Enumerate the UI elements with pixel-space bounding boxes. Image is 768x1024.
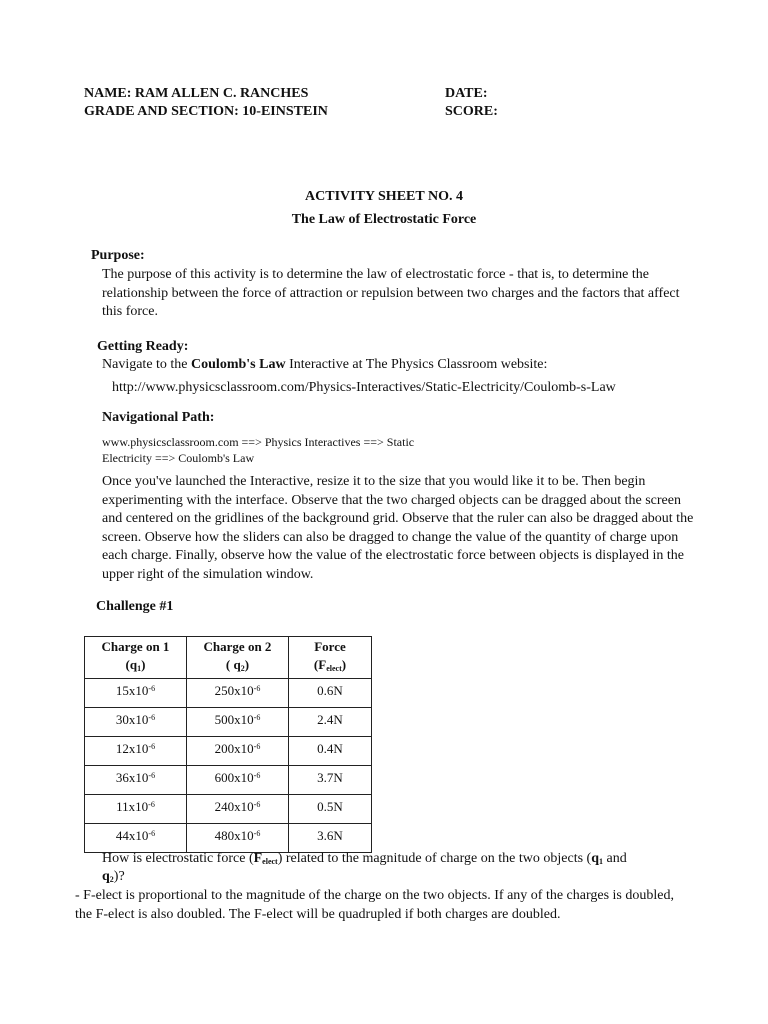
cell-value: 500x10 — [214, 712, 254, 727]
grade-section: GRADE AND SECTION: 10-EINSTEIN — [84, 104, 328, 119]
symbol-text: ) — [341, 657, 347, 672]
challenge-question — [102, 851, 627, 867]
purpose-heading: Purpose: — [91, 248, 145, 263]
symbol-subscript: 2 — [109, 875, 114, 884]
symbol-text: (q — [125, 657, 138, 672]
cell-exponent: -6 — [148, 800, 155, 809]
table-header-row — [85, 637, 372, 679]
cell-value: 30x10 — [115, 712, 149, 727]
cell-exponent: -6 — [253, 742, 261, 751]
cell-q2 — [187, 824, 289, 853]
column-header-symbol — [187, 656, 288, 674]
nav-path-heading: Navigational Path: — [102, 410, 215, 425]
cell-q1 — [85, 708, 187, 737]
cell-q1 — [85, 824, 187, 853]
column-header-line: Force — [314, 639, 346, 654]
cell-force: 3.7N — [289, 766, 372, 795]
cell-q2 — [187, 708, 289, 737]
cell-exponent: -6 — [148, 829, 156, 838]
activity-subtitle: The Law of Electrostatic Force — [291, 212, 477, 227]
cell-value: 44x10 — [115, 828, 149, 843]
question-symbol — [254, 851, 278, 866]
activity-title: ACTIVITY SHEET NO. 4 — [305, 189, 463, 204]
symbol-text: ) — [244, 657, 250, 672]
cell-value: 480x10 — [214, 828, 254, 843]
getting-ready-text-before: Navigate to the — [102, 357, 192, 372]
table-row — [85, 737, 372, 766]
cell-value: 15x10 — [115, 683, 149, 698]
symbol-subscript: elect — [326, 664, 342, 673]
cell-exponent: -6 — [253, 684, 261, 693]
score-label: SCORE: — [445, 104, 498, 119]
cell-force: 0.6N — [289, 679, 372, 708]
cell-value: 12x10 — [115, 741, 149, 756]
symbol-text: F — [253, 851, 263, 866]
cell-q1 — [85, 795, 187, 824]
symbol-subscript: 2 — [240, 664, 245, 673]
nav-path-line-1: www.physicsclassroom.com ==> Physics Interactives ==> Static — [102, 435, 415, 449]
cell-q1 — [85, 766, 187, 795]
column-header-force — [289, 637, 372, 679]
cell-exponent: -6 — [253, 800, 261, 809]
cell-q2 — [187, 795, 289, 824]
column-header-line: Charge on 1 — [101, 639, 170, 654]
cell-exponent: -6 — [148, 771, 156, 780]
table-row — [85, 795, 372, 824]
question-symbol — [591, 851, 603, 866]
column-header-charge-1 — [85, 637, 187, 679]
question-text: How is electrostatic force ( — [102, 851, 254, 866]
question-symbol — [102, 869, 114, 884]
question-text: )? — [113, 869, 125, 884]
column-header-line: Charge on 2 — [203, 639, 272, 654]
cell-exponent: -6 — [253, 771, 261, 780]
cell-value: 250x10 — [214, 683, 254, 698]
table-row — [85, 708, 372, 737]
symbol-text: q — [102, 869, 110, 884]
cell-exponent: -6 — [253, 829, 261, 838]
challenge-heading: Challenge #1 — [96, 599, 174, 614]
symbol-text: ) — [141, 657, 146, 672]
question-text: ) related to the magnitude of charge on the two objects ( — [277, 851, 592, 866]
instructions-text: Once you've launched the Interactive, resize it to the size that you would like it to be. Then begin experimenting with the interface. Observe that the two charged objects can be dragged about the screen and centered on the gridlines of the background grid. Observe that the ruler can also be dragged about the screen. Observe how the sliders can also be dragged to change the value of the quantity of charge upon each charge. Finally, observe how the value of the electrostatic force between objects is displayed in the upper right of the simulation window. — [102, 474, 694, 582]
cell-q1 — [85, 679, 187, 708]
date-label: DATE: — [445, 86, 488, 101]
nav-path-line-2: Electricity ==> Coulomb's Law — [102, 451, 255, 465]
cell-exponent: -6 — [148, 713, 156, 722]
getting-ready-heading: Getting Ready: — [97, 339, 189, 354]
cell-value: 36x10 — [115, 770, 149, 785]
table-row — [85, 824, 372, 853]
cell-value: 240x10 — [214, 799, 254, 814]
student-name: NAME: RAM ALLEN C. RANCHES — [84, 86, 309, 101]
symbol-subscript: elect — [262, 857, 278, 866]
symbol-text: ( q — [225, 657, 241, 672]
column-header-symbol — [85, 656, 186, 674]
getting-ready-text-after: Interactive at The Physics Classroom website: — [285, 357, 548, 372]
charge-force-table — [84, 636, 372, 853]
coulombs-law-emphasis: Coulomb's Law — [191, 357, 286, 372]
cell-q1 — [85, 737, 187, 766]
cell-exponent: -6 — [253, 713, 261, 722]
cell-force: 0.5N — [289, 795, 372, 824]
purpose-text: The purpose of this activity is to determine the law of electrostatic force - that is, to determine the relationship between the force of attraction or repulsion between two charges and the factors that affect this force. — [102, 267, 680, 319]
table-row — [85, 766, 372, 795]
symbol-text: q — [591, 851, 599, 866]
cell-exponent: -6 — [148, 742, 156, 751]
getting-ready-text — [102, 357, 547, 373]
column-header-charge-2 — [187, 637, 289, 679]
challenge-question-continued — [102, 869, 125, 885]
cell-q2 — [187, 679, 289, 708]
website-url: http://www.physicsclassroom.com/Physics-Interactives/Static-Electricity/Coulomb-s-Law — [112, 380, 616, 395]
column-header-symbol — [289, 656, 371, 674]
cell-q2 — [187, 737, 289, 766]
cell-value: 11x10 — [116, 799, 149, 814]
symbol-subscript: 1 — [598, 857, 603, 866]
table-row — [85, 679, 372, 708]
cell-force: 0.4N — [289, 737, 372, 766]
symbol-text: (F — [313, 657, 327, 672]
challenge-answer: - F-elect is proportional to the magnitude of the charge on the two objects. If any of the charges is doubled, the F-elect is also doubled. The F-elect will be quadrupled if both charges are doubled. — [75, 888, 674, 922]
symbol-subscript: 1 — [137, 664, 142, 673]
cell-exponent: -6 — [148, 684, 156, 693]
question-text: and — [602, 851, 627, 866]
cell-q2 — [187, 766, 289, 795]
cell-value: 200x10 — [214, 741, 254, 756]
cell-value: 600x10 — [214, 770, 254, 785]
cell-force: 2.4N — [289, 708, 372, 737]
cell-force: 3.6N — [289, 824, 372, 853]
